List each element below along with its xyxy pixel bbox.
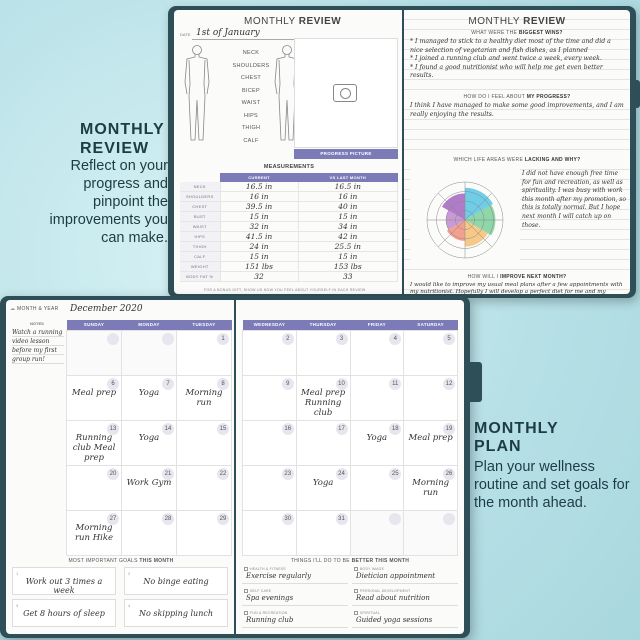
calendar-day[interactable] xyxy=(296,375,350,420)
body-label: BICEP xyxy=(241,87,260,94)
calendar-left xyxy=(66,320,232,556)
question-improve: HOW WILL I IMPROVE NEXT MONTH? xyxy=(404,274,630,280)
calendar-day[interactable] xyxy=(296,465,350,510)
bookmark-ribbon xyxy=(632,80,640,108)
calendar-day[interactable] xyxy=(404,330,458,375)
front-body-figure xyxy=(182,44,212,144)
todo-item xyxy=(352,610,458,628)
calendar-day[interactable] xyxy=(350,465,404,510)
question-lacking: WHICH LIFE AREAS WERE LACKING AND WHY? xyxy=(404,157,630,163)
measurement-row xyxy=(180,182,398,192)
day-number: 8 xyxy=(217,378,229,390)
todo-category: PERSONAL DEVELOPMENT xyxy=(360,589,411,593)
measurement-row xyxy=(180,202,398,212)
calendar-week xyxy=(243,510,458,555)
day-number: 14 xyxy=(162,423,174,435)
measurement-last-month: 40 in xyxy=(298,202,397,212)
measurements-body xyxy=(180,182,398,282)
day-number: 4 xyxy=(389,333,401,345)
todo-text: Exercise regularly xyxy=(246,572,312,580)
calendar-right-body xyxy=(243,330,458,555)
cloud-icon: ☁ xyxy=(10,306,16,312)
weekday-header: SATURDAY xyxy=(404,320,458,330)
day-event: Work Gym xyxy=(126,477,172,488)
measurement-row xyxy=(180,212,398,222)
todo-item xyxy=(352,566,458,584)
weekday-header: THURSDAY xyxy=(296,320,350,330)
measurement-label: SHOULDERS xyxy=(180,192,220,202)
calendar-day[interactable] xyxy=(67,375,122,420)
calendar-day[interactable] xyxy=(243,465,297,510)
date-label: DATE xyxy=(180,32,191,37)
day-number xyxy=(389,513,401,525)
checkbox-icon[interactable] xyxy=(244,567,248,571)
date-value: 1st of January xyxy=(196,28,260,38)
measurement-label: CALF xyxy=(180,252,220,262)
goal-text: Get 8 hours of sleep xyxy=(23,609,105,618)
body-labels xyxy=(226,50,276,150)
todo-text: Dietician appointment xyxy=(356,572,436,580)
goal-box xyxy=(12,599,116,627)
day-number: 23 xyxy=(282,468,294,480)
checkbox-icon[interactable] xyxy=(354,567,358,571)
day-number xyxy=(162,333,174,345)
column-last-month: VS LAST MONTH xyxy=(298,173,397,182)
todo-text: Read about nutrition xyxy=(356,594,430,602)
progress-picture-box xyxy=(294,38,398,148)
day-number: 15 xyxy=(217,423,229,435)
goal-text: No skipping lunch xyxy=(139,609,213,618)
weekday-header: TUESDAY xyxy=(177,320,232,330)
question-progress: HOW DO I FEEL ABOUT MY PROGRESS? xyxy=(404,94,630,100)
calendar-day[interactable] xyxy=(67,510,122,555)
notes-label: NOTES xyxy=(30,321,44,326)
measurement-current: 32 xyxy=(220,272,298,282)
goal-box xyxy=(124,567,228,595)
calendar-week xyxy=(67,420,232,465)
win-item: * I found a good nutritionist who will help me get even better results. xyxy=(410,63,603,80)
review-heading xyxy=(80,120,170,158)
day-event: Meal prep xyxy=(71,387,117,398)
day-number: 30 xyxy=(282,513,294,525)
calendar-day[interactable] xyxy=(122,465,177,510)
win-item: * I managed to stick to a healthy diet most of the time and did a nice selection of vegetarian and fish dishes, as I planned xyxy=(410,38,611,54)
lacking-answer: I did not have enough free time for fun and recreation, as well as spirituality. I was busy with work this month after my promotion, so this is totally normal. But I hope next month I will catch up on those. xyxy=(522,170,626,229)
calendar-day[interactable] xyxy=(350,420,404,465)
calendar-week xyxy=(243,375,458,420)
day-event: Meal prep Running club xyxy=(301,387,346,418)
measurement-label: WEIGHT xyxy=(180,262,220,272)
life-wheel-chart xyxy=(410,168,520,268)
goal-text: Work out 3 times a week xyxy=(25,577,103,595)
day-number: 2 xyxy=(282,333,294,345)
review-left-page xyxy=(174,10,402,294)
month-value: December 2020 xyxy=(70,304,143,314)
goal-number: 2 xyxy=(128,571,131,576)
progress-picture-label: PROGRESS PICTURE xyxy=(294,149,398,159)
goal-number: 4 xyxy=(128,603,131,608)
goal-number: 1 xyxy=(16,571,19,576)
measurement-label: BODY FAT % xyxy=(180,272,220,282)
day-number: 26 xyxy=(443,468,455,480)
day-number: 5 xyxy=(443,333,455,345)
footnote: FOR A BONUS GIFT, SHOW US HOW YOU FEEL ABOUT YOURSELF IN EACH REVIEW xyxy=(204,288,366,292)
calendar-day[interactable] xyxy=(243,420,297,465)
day-number: 17 xyxy=(336,423,348,435)
calendar-day[interactable] xyxy=(296,330,350,375)
measurement-current: 151 lbs xyxy=(220,262,298,272)
day-number: 27 xyxy=(107,513,119,525)
checkbox-icon[interactable] xyxy=(244,589,248,593)
calendar-day[interactable] xyxy=(177,330,232,375)
day-number xyxy=(107,333,119,345)
measurement-label: WAIST xyxy=(180,222,220,232)
calendar-day[interactable] xyxy=(404,465,458,510)
day-event: Morning run xyxy=(412,477,450,498)
body-label: HIPS xyxy=(243,112,259,119)
day-number: 3 xyxy=(336,333,348,345)
todo-item xyxy=(352,588,458,606)
calendar-week xyxy=(67,510,232,555)
month-label: ☁ MONTH & YEAR xyxy=(10,306,59,312)
calendar-day[interactable] xyxy=(122,375,177,420)
notes-value: Watch a running video lesson before my first group run! xyxy=(12,329,63,363)
day-number: 16 xyxy=(282,423,294,435)
calendar-left-body xyxy=(67,330,232,555)
review-notebook xyxy=(168,6,636,298)
calendar-day[interactable] xyxy=(350,330,404,375)
calendar-day[interactable] xyxy=(350,375,404,420)
day-number: 31 xyxy=(336,513,348,525)
calendar-day[interactable] xyxy=(177,420,232,465)
review-left-title: MONTHLY REVIEW xyxy=(244,16,342,27)
measurement-last-month: 42 in xyxy=(298,232,397,242)
weekday-header: FRIDAY xyxy=(350,320,404,330)
date-line xyxy=(192,39,296,40)
measurement-last-month: 16 in xyxy=(298,192,397,202)
todo-title: THINGS I'LL DO TO BE BETTER THIS MONTH xyxy=(290,558,410,564)
improve-answer: I would like to improve my usual meal plans after a few appointments with my nutritionist. Hopefully I will develop a perfect diet for me and my xyxy=(410,282,623,295)
calendar-week xyxy=(243,330,458,375)
measurement-label: THIGH xyxy=(180,242,220,252)
day-number: 22 xyxy=(217,468,229,480)
calendar-day[interactable] xyxy=(177,465,232,510)
measurement-row xyxy=(180,272,398,282)
calendar-week xyxy=(243,420,458,465)
calendar-day[interactable] xyxy=(243,375,297,420)
day-number: 24 xyxy=(336,468,348,480)
measurement-current: 41.5 in xyxy=(220,232,298,242)
day-number: 28 xyxy=(162,513,174,525)
day-number: 11 xyxy=(389,378,401,390)
calendar-day[interactable] xyxy=(404,420,458,465)
day-number: 29 xyxy=(217,513,229,525)
calendar-day[interactable] xyxy=(122,420,177,465)
measurement-row xyxy=(180,222,398,232)
measurement-current: 39.5 in xyxy=(220,202,298,212)
measurement-last-month: 15 in xyxy=(298,252,397,262)
measurement-last-month: 15 in xyxy=(298,212,397,222)
wins-answer xyxy=(410,38,624,81)
todo-text: Spa evenings xyxy=(246,594,294,602)
body-label: CALF xyxy=(243,137,259,144)
measurement-row xyxy=(180,232,398,242)
measurements-title: MEASUREMENTS xyxy=(263,164,315,170)
calendar-day[interactable] xyxy=(243,330,297,375)
day-event: Yoga xyxy=(138,387,160,398)
bookmark-ribbon xyxy=(468,362,482,402)
day-number: 13 xyxy=(107,423,119,435)
day-number xyxy=(443,513,455,525)
column-current: CURRENT xyxy=(220,173,298,182)
calendar-day[interactable] xyxy=(67,330,122,375)
body-label: NECK xyxy=(242,50,260,56)
todo-text: Guided yoga sessions xyxy=(356,616,433,624)
life-wheel xyxy=(410,168,520,268)
measurement-row xyxy=(180,262,398,272)
plan-description: Plan your wellness routine and set goals for the month ahead. xyxy=(474,459,630,511)
calendar-day[interactable] xyxy=(404,510,458,555)
progress-answer: I think I have managed to make some good improvements, and I am really enjoying the results. xyxy=(410,102,624,118)
day-number: 7 xyxy=(162,378,174,390)
calendar-day[interactable] xyxy=(177,375,232,420)
calendar-day[interactable] xyxy=(177,510,232,555)
day-number: 6 xyxy=(107,378,119,390)
todo-item xyxy=(242,588,348,606)
day-event: Yoga xyxy=(138,432,160,443)
todo-category: FUN & RECREATION xyxy=(250,611,288,615)
todo-category: BODY IMAGE xyxy=(360,567,385,571)
measurement-label: BUST xyxy=(180,212,220,222)
measurement-current: 32 in xyxy=(220,222,298,232)
goals-title: MOST IMPORTANT GOALS THIS MONTH xyxy=(68,558,174,564)
measurement-label: CHEST xyxy=(180,202,220,212)
day-number: 9 xyxy=(282,378,294,390)
calendar-week xyxy=(67,330,232,375)
measurement-last-month: 25.5 in xyxy=(298,242,397,252)
goal-number: 3 xyxy=(16,603,19,608)
todo-text: Running club xyxy=(246,616,294,624)
measurement-label: HIPS xyxy=(180,232,220,242)
calendar-day[interactable] xyxy=(122,510,177,555)
day-number: 18 xyxy=(389,423,401,435)
todo-category: SELF CARE xyxy=(250,589,272,593)
day-event: Meal prep xyxy=(408,432,453,443)
goal-box xyxy=(124,599,228,627)
measurement-last-month: 33 xyxy=(298,272,397,282)
calendar-day[interactable] xyxy=(122,330,177,375)
body-label: THIGH xyxy=(241,125,261,131)
calendar-right xyxy=(242,320,458,556)
question-biggest-wins: WHAT WERE THE BIGGEST WINS? xyxy=(404,30,630,36)
todo-item xyxy=(242,566,348,584)
checkbox-icon[interactable] xyxy=(244,611,248,615)
todo-category: HEALTH & FITNESS xyxy=(250,567,286,571)
measurement-label: NECK xyxy=(180,182,220,192)
weekday-header: SUNDAY xyxy=(67,320,122,330)
day-number: 25 xyxy=(389,468,401,480)
measurement-row xyxy=(180,252,398,262)
body-label: CHEST xyxy=(240,75,262,81)
day-event: Yoga xyxy=(366,432,388,443)
measurement-current: 15 in xyxy=(220,252,298,262)
calendar-day[interactable] xyxy=(350,510,404,555)
calendar-day[interactable] xyxy=(296,510,350,555)
todo-category: SPIRITUAL xyxy=(360,611,380,615)
day-event: Morning run xyxy=(185,387,223,408)
plan-heading: MONTHLY PLAN xyxy=(474,420,559,455)
measurement-current: 15 in xyxy=(220,212,298,222)
measurement-current: 16.5 in xyxy=(220,182,298,192)
plan-left-page xyxy=(6,300,234,634)
measurement-row xyxy=(180,192,398,202)
plan-right-page xyxy=(236,300,464,634)
todo-item xyxy=(242,610,348,628)
measurement-last-month: 153 lbs xyxy=(298,262,397,272)
body-label: WAIST xyxy=(241,100,261,106)
body-label: SHOULDERS xyxy=(232,62,270,69)
day-number: 1 xyxy=(217,333,229,345)
weekday-header: MONDAY xyxy=(122,320,177,330)
day-number: 20 xyxy=(107,468,119,480)
calendar-week xyxy=(67,465,232,510)
calendar-week xyxy=(67,375,232,420)
calendar-day[interactable] xyxy=(67,420,122,465)
day-event: Morning run Hike xyxy=(74,522,114,543)
review-description: Reflect on your progress and pinpoint the improvements you can make. xyxy=(49,158,168,246)
measurement-current: 16 in xyxy=(220,192,298,202)
measurements-table xyxy=(180,173,398,282)
day-number: 19 xyxy=(443,423,455,435)
day-number: 21 xyxy=(162,468,174,480)
calendar-day[interactable] xyxy=(404,375,458,420)
measurement-last-month: 34 in xyxy=(298,222,397,232)
calendar-day[interactable] xyxy=(296,420,350,465)
measurement-row xyxy=(180,242,398,252)
goal-text: No binge eating xyxy=(143,577,209,586)
plan-notebook xyxy=(0,296,470,638)
calendar-left-header xyxy=(67,320,232,330)
calendar-day[interactable] xyxy=(243,510,297,555)
camera-icon xyxy=(333,84,357,102)
calendar-week xyxy=(243,465,458,510)
calendar-right-header xyxy=(243,320,458,330)
review-right-page xyxy=(404,10,630,294)
goal-box xyxy=(12,567,116,595)
checkbox-icon[interactable] xyxy=(354,611,358,615)
measurement-last-month: 16.5 in xyxy=(298,182,397,192)
day-number: 12 xyxy=(443,378,455,390)
win-item: * I joined a running club and went twice a week, every week. xyxy=(410,55,602,63)
day-event: Yoga xyxy=(312,477,334,488)
calendar-day[interactable] xyxy=(67,465,122,510)
table-corner xyxy=(180,173,220,182)
day-number: 10 xyxy=(336,378,348,390)
measurement-current: 24 in xyxy=(220,242,298,252)
checkbox-icon[interactable] xyxy=(354,589,358,593)
weekday-header: WEDNESDAY xyxy=(243,320,297,330)
review-heading-text: MONTHLY REVIEW xyxy=(80,121,165,157)
review-right-title: MONTHLY REVIEW xyxy=(468,16,566,27)
day-event: Running club Meal prep xyxy=(72,432,116,463)
